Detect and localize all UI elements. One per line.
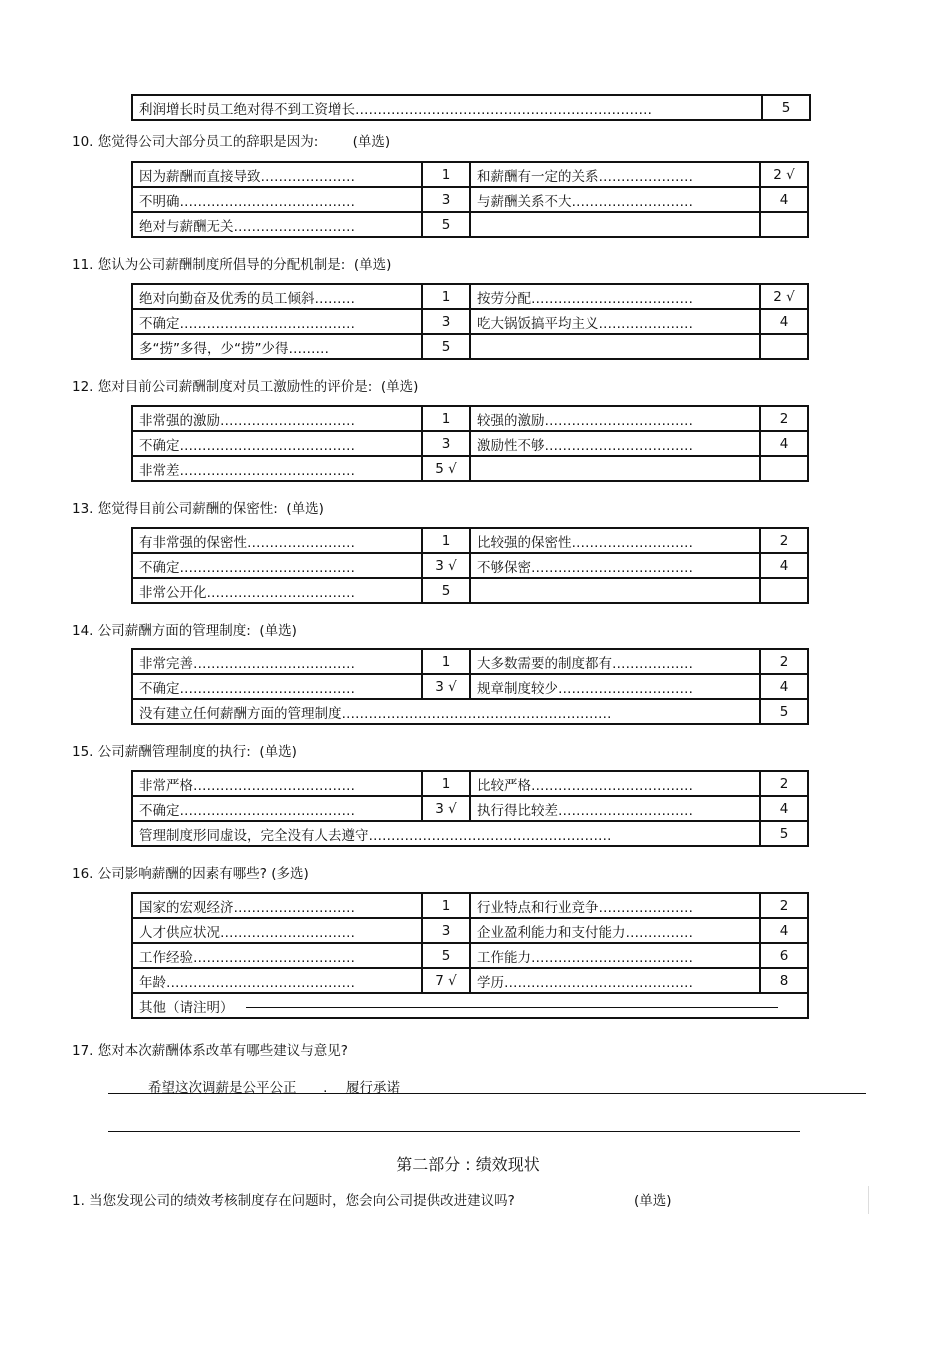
table-row <box>132 431 808 456</box>
option-label[interactable]: 执行得比较差………………………… <box>470 796 760 821</box>
option-label[interactable]: 工作能力……………………………… <box>470 943 760 968</box>
option-label: 利润增长时员工绝对得不到工资增长………………………………………………………… <box>132 95 762 120</box>
q9-table <box>131 94 811 121</box>
option-number[interactable]: 4 <box>760 674 808 699</box>
section-heading: 第二部分 : 绩效现状 <box>396 1155 540 1174</box>
option-number[interactable]: 5 <box>422 212 470 237</box>
table-row <box>132 284 808 309</box>
answer-line-2 <box>108 1131 800 1132</box>
option-number[interactable]: 4 <box>760 553 808 578</box>
option-label[interactable]: 不明确………………………………… <box>132 187 422 212</box>
option-number[interactable]: 1 <box>422 284 470 309</box>
table-row <box>132 821 808 846</box>
option-number[interactable]: 4 <box>760 796 808 821</box>
question-15-title: 15. 公司薪酬管理制度的执行: (单选) <box>72 744 297 760</box>
empty-cell <box>470 578 760 603</box>
table-row <box>132 212 808 237</box>
divider <box>868 1186 869 1214</box>
question-13-title: 13. 您觉得目前公司薪酬的保密性: (单选) <box>72 501 324 517</box>
option-label[interactable]: 按劳分配……………………………… <box>470 284 760 309</box>
option-number[interactable]: 2 √ <box>760 284 808 309</box>
option-label[interactable]: 没有建立任何薪酬方面的管理制度…………………………………………………… <box>132 699 760 724</box>
table-row <box>132 649 808 674</box>
option-number[interactable]: 3 <box>422 431 470 456</box>
option-number[interactable]: 5 √ <box>422 456 470 481</box>
table-row <box>132 796 808 821</box>
option-label[interactable]: 与薪酬关系不大……………………… <box>470 187 760 212</box>
option-number[interactable]: 5 <box>422 943 470 968</box>
question-15-table <box>131 770 809 847</box>
option-label[interactable]: 管理制度形同虚设，完全没有人去遵守……………………………………………… <box>132 821 760 846</box>
option-label[interactable]: 学历…………………………………… <box>470 968 760 993</box>
option-label[interactable]: 激励性不够…………………………… <box>470 431 760 456</box>
option-label[interactable]: 不确定………………………………… <box>132 431 422 456</box>
option-label[interactable]: 比较严格……………………………… <box>470 771 760 796</box>
empty-cell <box>470 334 760 359</box>
option-label[interactable]: 不确定………………………………… <box>132 553 422 578</box>
option-number[interactable]: 3 <box>422 309 470 334</box>
question-11-title: 11. 您认为公司薪酬制度所倡导的分配机制是: (单选) <box>72 257 392 273</box>
option-label[interactable]: 非常严格……………………………… <box>132 771 422 796</box>
option-number[interactable]: 3 √ <box>422 674 470 699</box>
empty-cell <box>470 212 760 237</box>
option-number[interactable]: 5 <box>760 821 808 846</box>
option-label[interactable]: 企业盈利能力和支付能力…………… <box>470 918 760 943</box>
option-label[interactable]: 国家的宏观经济……………………… <box>132 893 422 918</box>
option-number[interactable]: 6 <box>760 943 808 968</box>
table-row <box>132 187 808 212</box>
option-number: 5 <box>762 95 810 120</box>
table-row <box>132 993 808 1018</box>
question-10-title: 10. 您觉得公司大部分员工的辞职是因为: (单选) <box>72 134 391 150</box>
option-number[interactable]: 2 <box>760 649 808 674</box>
other-fill-line[interactable] <box>246 1007 778 1008</box>
option-label[interactable]: 和薪酬有一定的关系………………… <box>470 162 760 187</box>
option-label[interactable]: 行业特点和行业竞争………………… <box>470 893 760 918</box>
empty-cell <box>470 456 760 481</box>
option-number[interactable]: 1 <box>422 649 470 674</box>
option-label[interactable]: 非常差………………………………… <box>132 456 422 481</box>
option-label[interactable]: 有非常强的保密性…………………… <box>132 528 422 553</box>
table-row <box>132 918 808 943</box>
table-row <box>132 334 808 359</box>
table-row <box>132 699 808 724</box>
option-number[interactable]: 2 <box>760 771 808 796</box>
option-number[interactable]: 3 <box>422 918 470 943</box>
question-17-title: 17. 您对本次薪酬体系改革有哪些建议与意见? <box>72 1043 348 1059</box>
question-14-title: 14. 公司薪酬方面的管理制度: (单选) <box>72 623 297 639</box>
answer-line-1 <box>108 1093 866 1094</box>
option-number[interactable]: 4 <box>760 918 808 943</box>
table-row <box>132 968 808 993</box>
option-label[interactable]: 不确定………………………………… <box>132 309 422 334</box>
question-16-table <box>131 892 809 1019</box>
option-number[interactable]: 4 <box>760 187 808 212</box>
question-10-table <box>131 161 809 238</box>
empty-cell <box>760 334 808 359</box>
table-row <box>132 95 810 120</box>
table-row <box>132 456 808 481</box>
question-12-title: 12. 您对目前公司薪酬制度对员工激励性的评价是: (单选) <box>72 379 419 395</box>
question-16-title: 16. 公司影响薪酬的因素有哪些? (多选) <box>72 866 309 882</box>
q17-answer-part1: 希望这次调薪是公平公正 <box>148 1080 297 1096</box>
option-label[interactable]: 规章制度较少………………………… <box>470 674 760 699</box>
option-number[interactable]: 5 <box>760 699 808 724</box>
empty-cell <box>760 456 808 481</box>
option-label[interactable]: 因为薪酬而直接导致………………… <box>132 162 422 187</box>
table-row <box>132 309 808 334</box>
other-option[interactable] <box>132 993 808 1018</box>
empty-cell <box>760 578 808 603</box>
option-label[interactable]: 比较强的保密性……………………… <box>470 528 760 553</box>
option-label[interactable]: 非常强的激励………………………… <box>132 406 422 431</box>
question-13-table <box>131 527 809 604</box>
option-label[interactable]: 非常公开化…………………………… <box>132 578 422 603</box>
option-label[interactable]: 不确定………………………………… <box>132 674 422 699</box>
option-label[interactable]: 非常完善……………………………… <box>132 649 422 674</box>
table-row <box>132 528 808 553</box>
question-11-table <box>131 283 809 360</box>
option-number[interactable]: 2 <box>760 528 808 553</box>
option-label[interactable]: 吃大锅饭搞平均主义………………… <box>470 309 760 334</box>
option-number[interactable]: 3 √ <box>422 553 470 578</box>
section2-question-1-title: 1. 当您发现公司的绩效考核制度存在问题时，您会向公司提供改进建议吗? <box>72 1193 515 1209</box>
table-row <box>132 578 808 603</box>
option-label[interactable]: 年龄…………………………………… <box>132 968 422 993</box>
table-row <box>132 674 808 699</box>
option-number[interactable]: 1 <box>422 162 470 187</box>
option-number[interactable]: 7 √ <box>422 968 470 993</box>
table-row <box>132 553 808 578</box>
option-number[interactable]: 5 <box>422 578 470 603</box>
option-number[interactable]: 1 <box>422 406 470 431</box>
option-number[interactable]: 2 <box>760 406 808 431</box>
option-number[interactable]: 4 <box>760 431 808 456</box>
option-label[interactable]: 多“捞”多得，少“捞”少得……… <box>132 334 422 359</box>
q17-answer-sep: . <box>323 1080 328 1096</box>
option-label[interactable]: 大多数需要的制度都有……………… <box>470 649 760 674</box>
option-number[interactable]: 1 <box>422 893 470 918</box>
option-number[interactable]: 5 <box>422 334 470 359</box>
option-label[interactable]: 绝对与薪酬无关……………………… <box>132 212 422 237</box>
option-number[interactable]: 8 <box>760 968 808 993</box>
option-number[interactable]: 1 <box>422 771 470 796</box>
other-label: 其他（请注明） <box>139 999 234 1016</box>
option-label[interactable]: 不够保密……………………………… <box>470 553 760 578</box>
option-number[interactable]: 2 <box>760 893 808 918</box>
option-number[interactable]: 4 <box>760 309 808 334</box>
option-number[interactable]: 1 <box>422 528 470 553</box>
option-number[interactable]: 3 √ <box>422 796 470 821</box>
table-row <box>132 771 808 796</box>
option-label[interactable]: 较强的激励…………………………… <box>470 406 760 431</box>
table-row <box>132 893 808 918</box>
option-number[interactable]: 2 √ <box>760 162 808 187</box>
table-row <box>132 943 808 968</box>
section2-question-1-type: (单选) <box>634 1193 672 1209</box>
question-12-table <box>131 405 809 482</box>
empty-cell <box>760 212 808 237</box>
table-row <box>132 162 808 187</box>
table-row <box>132 406 808 431</box>
option-label[interactable]: 绝对向勤奋及优秀的员工倾斜……… <box>132 284 422 309</box>
q17-answer-part2: 履行承诺 <box>345 1080 400 1096</box>
option-number[interactable]: 3 <box>422 187 470 212</box>
option-label[interactable]: 工作经验……………………………… <box>132 943 422 968</box>
option-label[interactable]: 不确定………………………………… <box>132 796 422 821</box>
question-14-table <box>131 648 809 725</box>
option-label[interactable]: 人才供应状况………………………… <box>132 918 422 943</box>
